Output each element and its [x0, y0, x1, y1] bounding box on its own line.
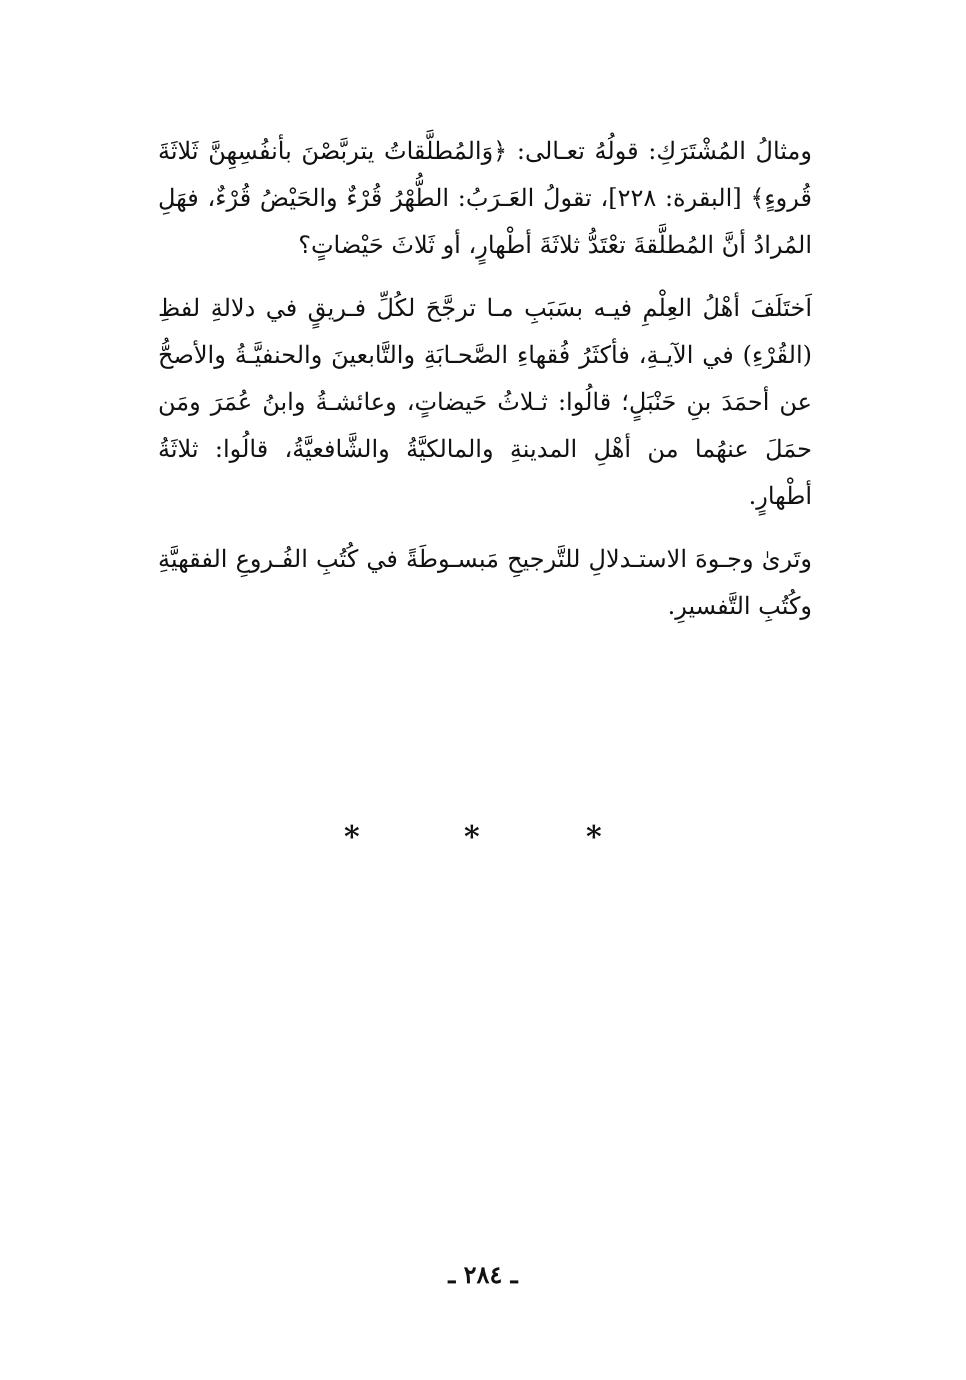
separator-star: * [586, 820, 602, 855]
section-separator [0, 818, 966, 858]
separator-star: * [344, 820, 360, 855]
body-text [158, 128, 812, 646]
page-number: ـ ٢٨٤ ـ [448, 1260, 518, 1289]
separator-star: * [464, 820, 480, 855]
paragraph-scholars-disagreement: اَختَلَفَ أهْلُ العِلْمِ فيـه بسَبَبِ مـا ترجَّحَ لكُلِّ فـريقٍ في دلالةِ لفظِ (القُرْءِ) في الآيـةِ، فأكثَرُ فُقهاءِ الصَّحـابَةِ والتَّابعينَ والحنفيَّـةُ والأصحُّ عن أحمَدَ بنِ حَنْبَلٍ؛ قالُوا: ثـلاثُ حَيضاتٍ، وعائشـةُ وابنُ عُمَرَ ومَن حمَلَ عنهُما من أهْلِ المدينةِ والمالكيَّةُ والشَّافعيَّةُ، قالُوا: ثلاثَةُ أطْهارٍ. [158, 294, 812, 510]
paragraph-example-mushtarak: ومثالُ المُشْتَرَكِ: قولُهُ تعـالى: ﴿وَالمُطلَّقاتُ يتربَّصْنَ بأنفُسِهِنَّ ثَلاثَةَ قُروءٍ﴾ [البقرة: ٢٢٨]، تقولُ العَـرَبُ: الطُّهْرُ قُرْءٌ والحَيْضُ قُرْءٌ، فهَلِ المُرادُ أنَّ المُطلَّقةَ تعْتَدُّ ثلاثَةَ أطْهارٍ، أو ثَلاثَ حَيْضاتٍ؟ [158, 137, 812, 259]
paragraph-references: وتَرىٰ وجـوهَ الاستـدلالِ للتَّرجيحِ مَبسـوطَةً في كُتُبِ الفُـروعِ الفقهيَّةِ وكُتُبِ التَّفسيرِ. [158, 545, 812, 620]
